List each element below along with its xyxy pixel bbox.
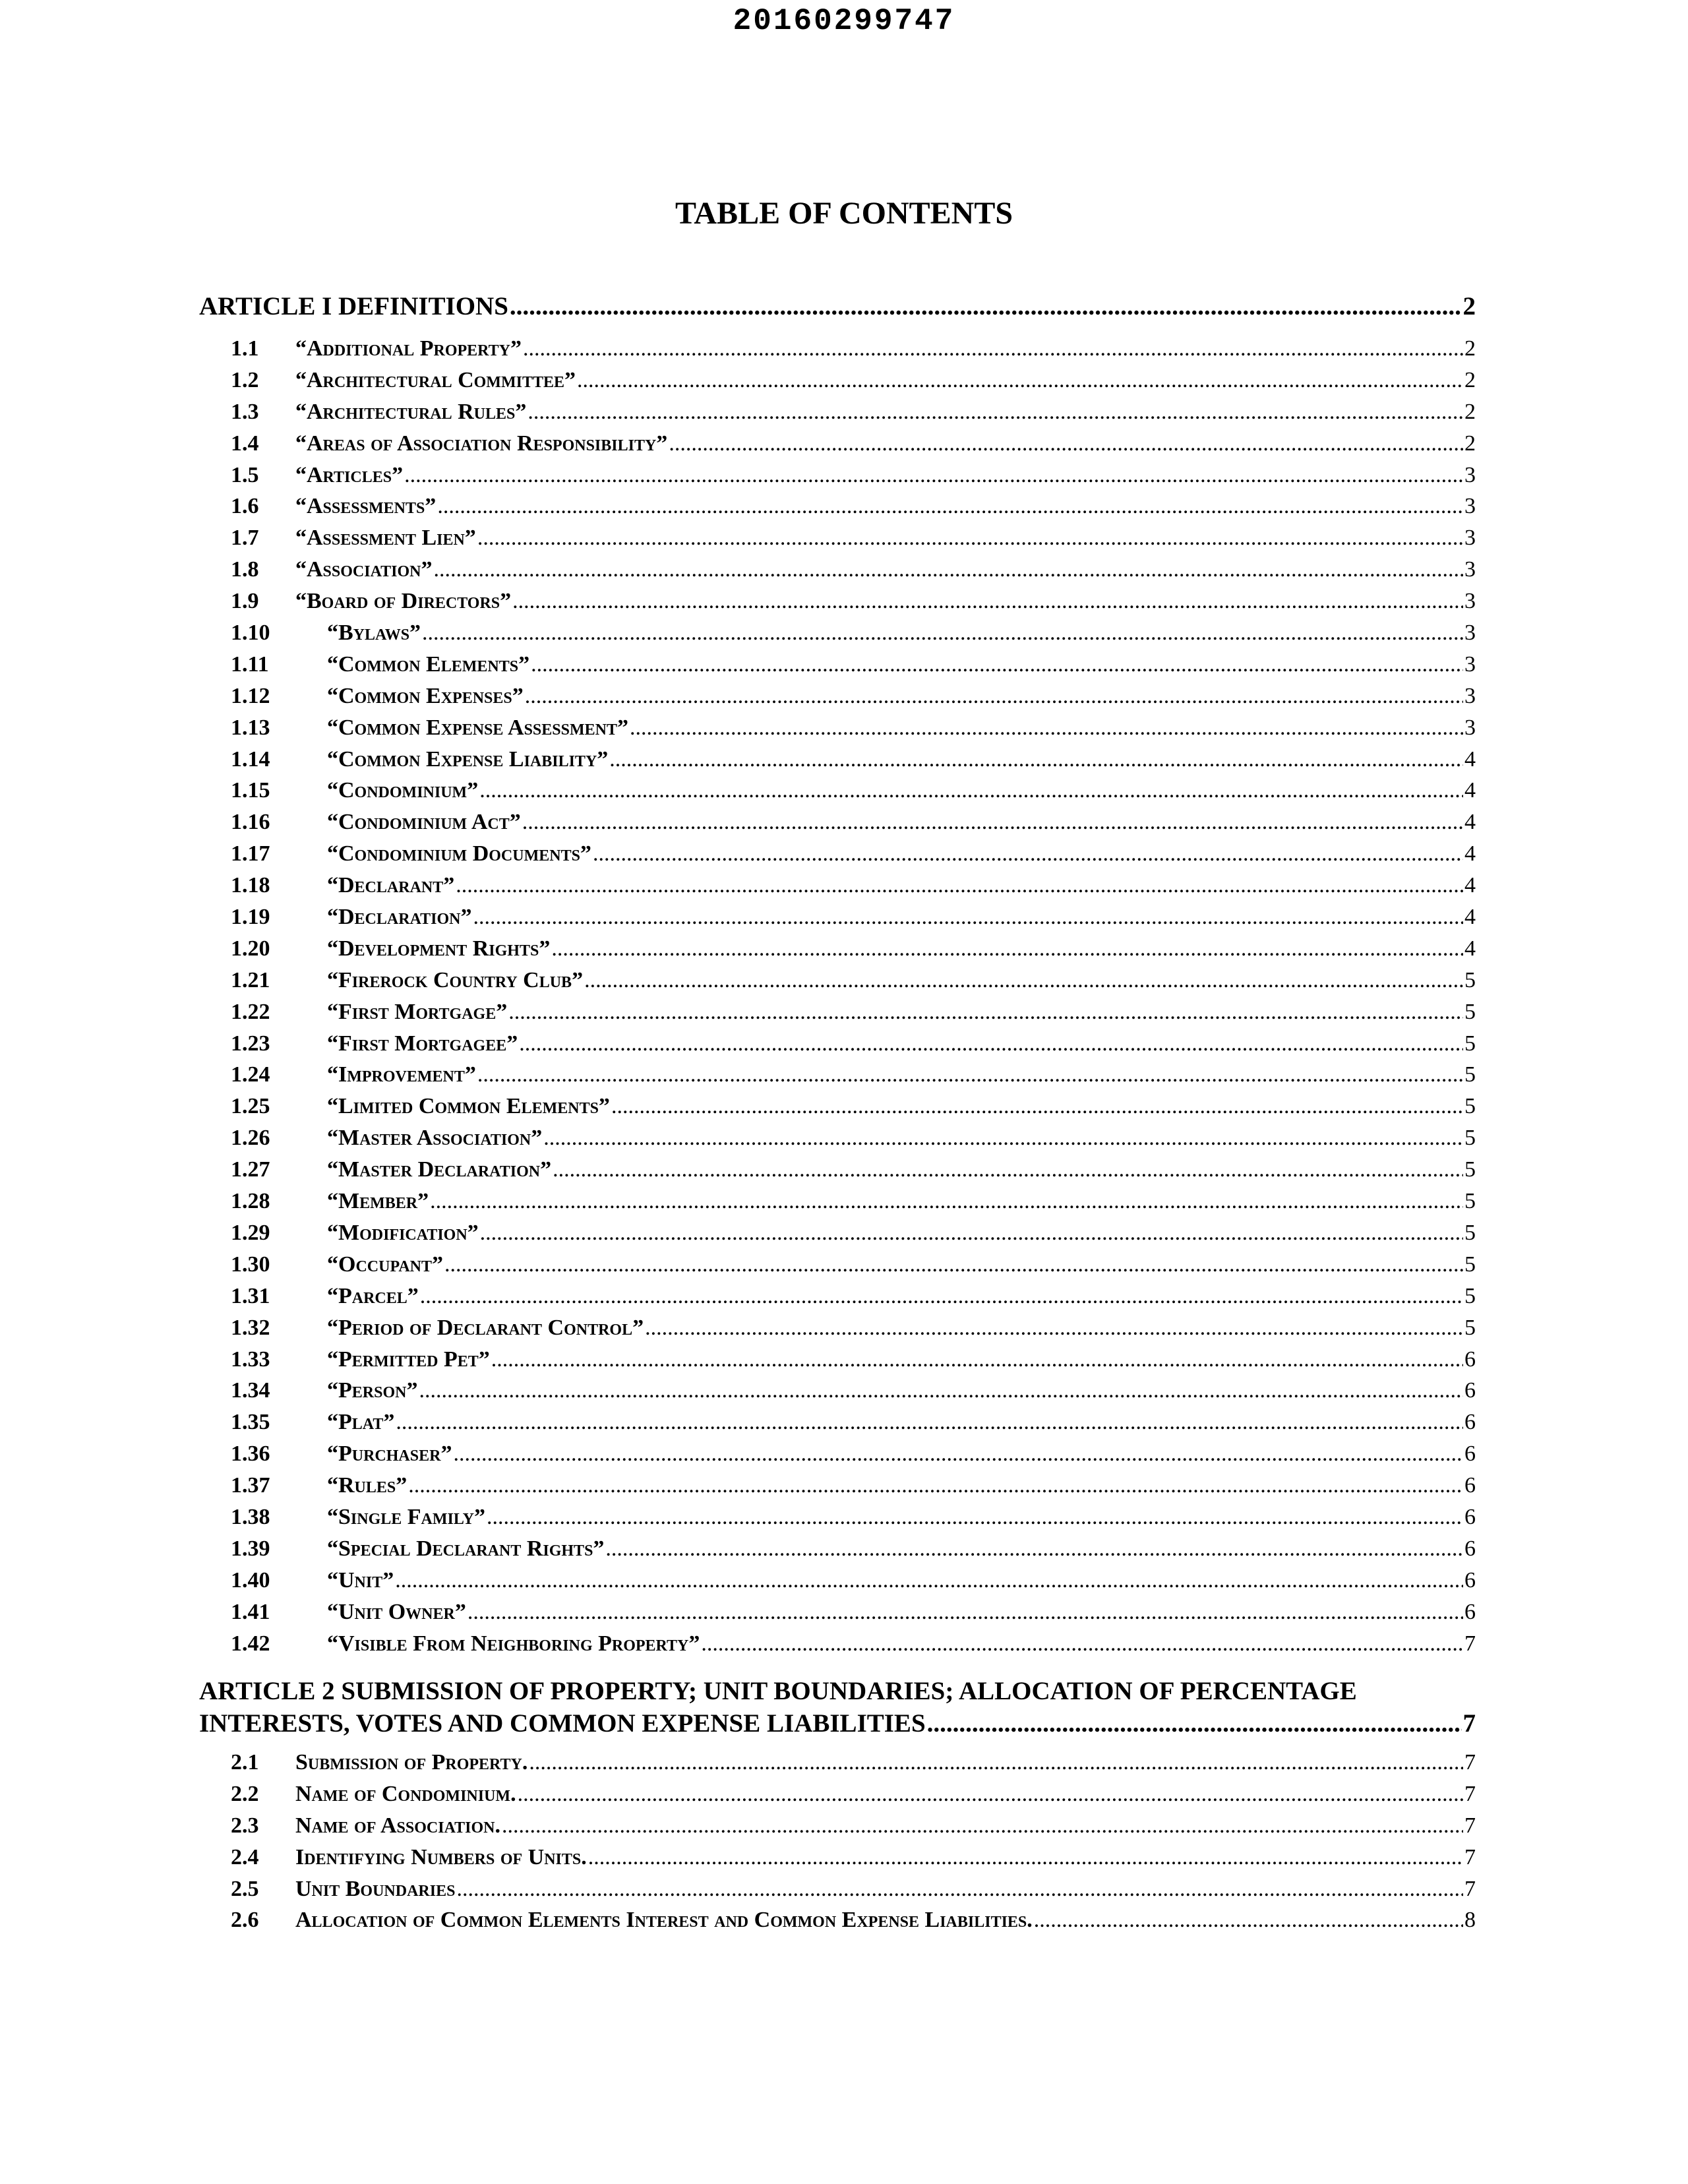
entry-title: “Parcel” (327, 1283, 419, 1308)
entry-page-number: 2 (1464, 336, 1476, 361)
entry-page-number: 5 (1464, 1062, 1476, 1087)
toc-entry[interactable] (231, 1189, 1476, 1221)
dot-leader (510, 290, 1462, 322)
entry-page-number: 6 (1464, 1473, 1476, 1498)
entry-title: Identifying Numbers of Units. (295, 1844, 587, 1869)
entry-number: 1.1 (231, 336, 259, 361)
entry-number: 1.12 (231, 683, 270, 708)
toc-entry[interactable] (231, 1536, 1476, 1568)
toc-entry[interactable] (231, 1157, 1476, 1189)
dot-leader (396, 1410, 1463, 1435)
entry-page-number: 2 (1464, 399, 1476, 424)
toc-entry[interactable] (231, 463, 1476, 495)
toc-entry[interactable] (231, 968, 1476, 1000)
entry-page-number: 5 (1464, 1189, 1476, 1214)
page-title: TABLE OF CONTENTS (675, 196, 1013, 231)
entry-page-number: 6 (1464, 1378, 1476, 1403)
toc-entry[interactable] (231, 684, 1476, 715)
toc-entry[interactable] (231, 1316, 1476, 1347)
dot-leader (529, 1750, 1463, 1775)
entry-number: 1.8 (231, 557, 259, 582)
dot-leader (522, 810, 1463, 835)
toc-entry[interactable] (231, 905, 1476, 936)
entry-number: 2.4 (231, 1844, 259, 1869)
entry-title: “Plat” (327, 1410, 395, 1435)
entry-title: “Occupant” (327, 1252, 443, 1277)
dot-leader (420, 1284, 1463, 1309)
dot-leader (395, 1568, 1463, 1593)
toc-entry[interactable] (231, 1062, 1476, 1094)
dot-leader (434, 557, 1464, 582)
dot-leader (927, 1707, 1462, 1740)
entry-number: 1.3 (231, 399, 259, 424)
entry-number: 1.37 (231, 1473, 270, 1498)
toc-entry[interactable] (231, 1473, 1476, 1505)
entry-title: “Assessments” (295, 494, 437, 519)
entry-page-number: 4 (1464, 841, 1476, 866)
dot-leader (404, 463, 1463, 488)
entry-page-number: 6 (1464, 1536, 1476, 1561)
entry-title: “Bylaws” (327, 621, 421, 646)
article-1-entries (231, 336, 1476, 1662)
dot-leader (609, 747, 1463, 772)
entry-title: “Special Declarant Rights” (327, 1536, 605, 1561)
entry-number: 1.28 (231, 1189, 270, 1214)
entry-title: “Condominium” (327, 778, 479, 803)
entry-number: 1.20 (231, 936, 270, 961)
entry-number: 1.21 (231, 967, 270, 992)
dot-leader (551, 936, 1463, 961)
dot-leader (467, 1600, 1463, 1625)
dot-leader (605, 1536, 1463, 1562)
entry-title: “Visible From Neighboring Property” (327, 1631, 700, 1656)
entry-title: “Assessment Lien” (295, 526, 476, 551)
toc-entry[interactable] (231, 1877, 1476, 1908)
article-page-number: 2 (1462, 292, 1476, 320)
entry-page-number: 3 (1464, 683, 1476, 708)
entry-title: “Purchaser” (327, 1441, 452, 1467)
entry-number: 1.17 (231, 841, 270, 866)
toc-entry[interactable] (231, 1505, 1476, 1536)
dot-leader (577, 368, 1463, 393)
toc-entry[interactable] (231, 336, 1476, 368)
entry-page-number: 7 (1464, 1750, 1476, 1774)
entry-page-number: 5 (1464, 1315, 1476, 1340)
entry-number: 1.10 (231, 621, 270, 646)
entry-number: 1.41 (231, 1599, 270, 1624)
article-heading-text: ARTICLE I DEFINITIONS (199, 292, 508, 320)
entry-title: “Condominium Documents” (327, 841, 591, 866)
entry-title: “Association” (295, 557, 433, 582)
entry-page-number: 3 (1464, 621, 1476, 646)
entry-number: 1.33 (231, 1347, 270, 1372)
toc-entry[interactable] (231, 1568, 1476, 1600)
toc-entry[interactable] (231, 400, 1476, 431)
article-heading-text: ARTICLE 2 SUBMISSION OF PROPERTY; UNIT BOUNDARIES; ALLOCATION OF PERCENTAGE (199, 1677, 1357, 1705)
entry-page-number: 5 (1464, 1126, 1476, 1151)
toc-entry[interactable] (231, 873, 1476, 905)
article-1-heading (199, 290, 1476, 322)
entry-page-number: 4 (1464, 905, 1476, 930)
dot-leader (669, 431, 1463, 456)
dot-leader (553, 1157, 1463, 1182)
entry-title: “Firerock Country Club” (327, 967, 584, 992)
entry-title: Name of Association. (295, 1813, 500, 1838)
entry-number: 1.40 (231, 1567, 270, 1592)
entry-page-number: 2 (1464, 367, 1476, 392)
entry-title: “Master Declaration” (327, 1157, 552, 1182)
dot-leader (502, 1813, 1463, 1838)
toc-entry[interactable] (231, 652, 1476, 684)
entry-page-number: 3 (1464, 462, 1476, 487)
toc-entry[interactable] (231, 1000, 1476, 1031)
dot-leader (456, 1877, 1463, 1902)
entry-page-number: 4 (1464, 810, 1476, 835)
entry-page-number: 3 (1464, 715, 1476, 740)
toc-entry[interactable] (231, 1782, 1476, 1813)
entry-page-number: 6 (1464, 1567, 1476, 1592)
dot-leader (1034, 1908, 1463, 1933)
entry-number: 1.35 (231, 1410, 270, 1435)
article-2-heading (199, 1675, 1476, 1740)
entry-title: “Modification” (327, 1220, 479, 1245)
dot-leader (518, 1782, 1463, 1807)
dot-leader (543, 1126, 1463, 1151)
toc-entry[interactable] (231, 1908, 1476, 1939)
entry-number: 1.26 (231, 1126, 270, 1151)
toc-entry[interactable] (231, 1221, 1476, 1252)
toc-entry[interactable] (231, 1410, 1476, 1441)
dot-leader (525, 684, 1463, 709)
entry-page-number: 5 (1464, 1252, 1476, 1277)
entry-number: 1.29 (231, 1220, 270, 1245)
entry-number: 2.5 (231, 1876, 259, 1901)
entry-page-number: 5 (1464, 967, 1476, 992)
entry-title: “Architectural Rules” (295, 399, 527, 424)
article-heading-text-continued: INTERESTS, VOTES AND COMMON EXPENSE LIABILITIES (199, 1709, 926, 1738)
toc-entry[interactable] (231, 1600, 1476, 1631)
entry-page-number: 6 (1464, 1410, 1476, 1435)
entry-number: 1.42 (231, 1631, 270, 1656)
dot-leader (453, 1441, 1463, 1467)
entry-title: Allocation of Common Elements Interest and Common Expense Liabilities. (295, 1908, 1033, 1933)
dot-leader (430, 1189, 1463, 1214)
entry-number: 1.25 (231, 1094, 270, 1119)
entry-page-number: 5 (1464, 1157, 1476, 1182)
dot-leader (477, 1062, 1463, 1087)
entry-title: “First Mortgagee” (327, 1031, 518, 1056)
entry-number: 1.23 (231, 1031, 270, 1056)
dot-leader (456, 873, 1463, 898)
article-page-number: 7 (1462, 1709, 1476, 1738)
dot-leader (437, 494, 1463, 519)
dot-leader (701, 1631, 1463, 1656)
entry-number: 1.6 (231, 494, 259, 519)
entry-page-number: 4 (1464, 873, 1476, 898)
entry-title: “Common Expenses” (327, 683, 524, 708)
dot-leader (611, 1094, 1463, 1119)
toc-entry[interactable] (231, 1031, 1476, 1063)
entry-page-number: 4 (1464, 746, 1476, 772)
dot-leader (531, 652, 1463, 677)
entry-page-number: 5 (1464, 1283, 1476, 1308)
toc-entry[interactable] (231, 589, 1476, 621)
dot-leader (419, 1378, 1463, 1403)
entry-page-number: 7 (1464, 1813, 1476, 1838)
toc-entry[interactable] (231, 1631, 1476, 1663)
toc-entry[interactable] (231, 557, 1476, 589)
entry-page-number: 4 (1464, 936, 1476, 961)
entry-title: “Unit” (327, 1567, 394, 1592)
entry-page-number: 4 (1464, 778, 1476, 803)
dot-leader (487, 1505, 1463, 1530)
entry-page-number: 5 (1464, 999, 1476, 1024)
document-number: 20160299747 (733, 4, 955, 38)
entry-title: “Additional Property” (295, 336, 522, 361)
entry-number: 1.14 (231, 746, 270, 772)
entry-number: 2.1 (231, 1750, 259, 1774)
entry-page-number: 3 (1464, 589, 1476, 614)
entry-page-number: 7 (1464, 1781, 1476, 1806)
toc-entry[interactable] (231, 1094, 1476, 1126)
entry-title: “Condominium Act” (327, 810, 521, 835)
entry-title: “Single Family” (327, 1504, 485, 1529)
entry-title: “Board of Directors” (295, 589, 512, 614)
article-2-entries (231, 1750, 1476, 1939)
toc-entry[interactable] (231, 526, 1476, 557)
dot-leader (508, 1000, 1463, 1025)
dot-leader (523, 336, 1463, 361)
entry-number: 1.32 (231, 1315, 270, 1340)
toc-entry[interactable] (231, 368, 1476, 400)
entry-page-number: 3 (1464, 526, 1476, 551)
entry-title: “Limited Common Elements” (327, 1094, 610, 1119)
toc-entry[interactable] (231, 621, 1476, 652)
toc-entry[interactable] (231, 1378, 1476, 1410)
entry-number: 1.36 (231, 1441, 270, 1467)
entry-number: 1.38 (231, 1504, 270, 1529)
entry-number: 1.22 (231, 999, 270, 1024)
entry-title: “Areas of Association Responsibility” (295, 431, 668, 456)
toc-entry[interactable] (231, 1252, 1476, 1284)
entry-number: 2.3 (231, 1813, 259, 1838)
toc-entry[interactable] (231, 747, 1476, 779)
entry-number: 1.24 (231, 1062, 270, 1087)
entry-title: “Member” (327, 1189, 429, 1214)
dot-leader (584, 968, 1463, 993)
entry-number: 1.31 (231, 1283, 270, 1308)
entry-number: 1.13 (231, 715, 270, 740)
entry-number: 1.11 (231, 652, 269, 677)
entry-title: “Period of Declarant Control” (327, 1315, 644, 1340)
entry-title: “Architectural Committee” (295, 367, 576, 392)
entry-page-number: 6 (1464, 1599, 1476, 1624)
dot-leader (519, 1031, 1463, 1056)
toc-entry[interactable] (231, 1845, 1476, 1877)
toc-entry[interactable] (231, 1441, 1476, 1473)
entry-page-number: 5 (1464, 1094, 1476, 1119)
entry-page-number: 2 (1464, 431, 1476, 456)
toc-entry[interactable] (231, 1813, 1476, 1845)
entry-title: Submission of Property. (295, 1750, 528, 1774)
toc-entry[interactable] (231, 1750, 1476, 1782)
entry-page-number: 5 (1464, 1031, 1476, 1056)
entry-number: 1.2 (231, 367, 259, 392)
toc-entry[interactable] (231, 1126, 1476, 1157)
entry-number: 1.34 (231, 1378, 270, 1403)
dot-leader (630, 715, 1463, 741)
entry-title: “First Mortgage” (327, 999, 508, 1024)
toc-entry[interactable] (231, 936, 1476, 968)
entry-page-number: 7 (1464, 1631, 1476, 1656)
entry-number: 1.5 (231, 462, 259, 487)
dot-leader (593, 841, 1463, 866)
dot-leader (408, 1473, 1463, 1498)
entry-title: “Person” (327, 1378, 418, 1403)
entry-page-number: 3 (1464, 652, 1476, 677)
toc-entry[interactable] (231, 1347, 1476, 1379)
toc-entry[interactable] (231, 431, 1476, 463)
toc-entry[interactable] (231, 494, 1476, 526)
toc-entry[interactable] (231, 1284, 1476, 1316)
dot-leader (444, 1252, 1463, 1277)
entry-number: 1.16 (231, 810, 270, 835)
entry-title: “Permitted Pet” (327, 1347, 490, 1372)
dot-leader (477, 526, 1463, 551)
entry-title: “Declarant” (327, 873, 455, 898)
entry-title: “Articles” (295, 462, 404, 487)
toc-entry[interactable] (231, 715, 1476, 747)
entry-page-number: 7 (1464, 1844, 1476, 1869)
entry-page-number: 3 (1464, 494, 1476, 519)
entry-number: 1.27 (231, 1157, 270, 1182)
entry-page-number: 6 (1464, 1347, 1476, 1372)
entry-title: “Common Expense Liability” (327, 746, 609, 772)
entry-number: 2.2 (231, 1781, 259, 1806)
entry-title: “Common Elements” (327, 652, 530, 677)
entry-page-number: 6 (1464, 1504, 1476, 1529)
entry-page-number: 8 (1464, 1908, 1476, 1933)
entry-number: 1.19 (231, 905, 270, 930)
toc-entry[interactable] (231, 778, 1476, 810)
entry-title: “Master Association” (327, 1126, 543, 1151)
dot-leader (512, 589, 1463, 614)
entry-title: Name of Condominium. (295, 1781, 516, 1806)
entry-number: 1.4 (231, 431, 259, 456)
dot-leader (422, 621, 1463, 646)
entry-title: “Rules” (327, 1473, 407, 1498)
entry-page-number: 5 (1464, 1220, 1476, 1245)
dot-leader (480, 1221, 1463, 1246)
entry-number: 1.9 (231, 589, 259, 614)
dot-leader (479, 778, 1463, 803)
entry-number: 1.39 (231, 1536, 270, 1561)
entry-title: “Common Expense Assessment” (327, 715, 628, 740)
dot-leader (473, 905, 1463, 930)
entry-page-number: 3 (1464, 557, 1476, 582)
dot-leader (491, 1347, 1463, 1372)
dot-leader (588, 1845, 1463, 1870)
entry-number: 1.7 (231, 526, 259, 551)
toc-entry[interactable] (231, 810, 1476, 841)
entry-number: 1.15 (231, 778, 270, 803)
entry-number: 2.6 (231, 1908, 259, 1933)
entry-title: “Unit Owner” (327, 1599, 466, 1624)
entry-title: “Improvement” (327, 1062, 476, 1087)
entry-page-number: 6 (1464, 1441, 1476, 1467)
dot-leader (528, 400, 1463, 425)
entry-page-number: 7 (1464, 1876, 1476, 1901)
toc-entry[interactable] (231, 841, 1476, 873)
dot-leader (645, 1316, 1463, 1341)
entry-title: “Development Rights” (327, 936, 551, 961)
entry-title: Unit Boundaries (295, 1876, 456, 1901)
entry-number: 1.18 (231, 873, 270, 898)
entry-number: 1.30 (231, 1252, 270, 1277)
entry-title: “Declaration” (327, 905, 472, 930)
